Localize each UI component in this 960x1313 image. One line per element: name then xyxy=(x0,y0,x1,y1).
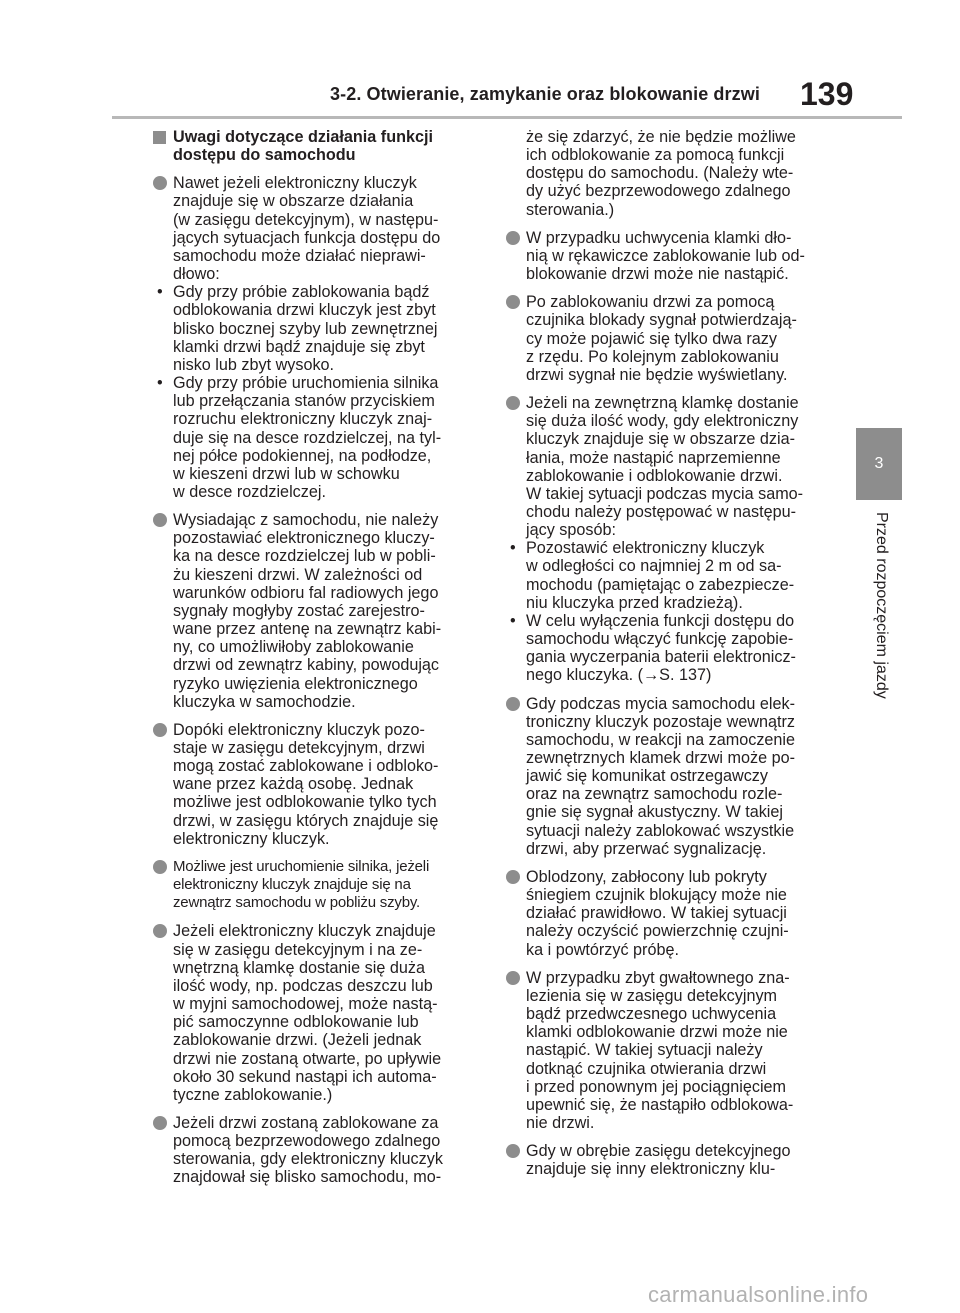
text-line: ilość wody, np. podczas deszczu lub xyxy=(173,976,433,995)
text-line: jący sposób: xyxy=(526,521,616,540)
text-line: klamki drzwi bądź znajduje się zbyt xyxy=(173,337,425,356)
text-line: znajduje się inny elektroniczny klu- xyxy=(526,1160,776,1179)
text-line: zablokowanie drzwi. (Jeżeli jednak xyxy=(173,1031,422,1050)
circle-bullet-icon xyxy=(153,723,167,737)
text-line: staje w zasięgu detekcyjnym, drzwi xyxy=(173,739,425,757)
circle-bullet-icon xyxy=(153,860,167,874)
circle-bullet-icon xyxy=(506,231,520,245)
text-line: łania, może nastąpić naprzemienne xyxy=(526,448,781,467)
text-line: znajdował się blisko samochodu, mo- xyxy=(173,1168,442,1187)
text-line: dostępu do samochodu. (Należy wte- xyxy=(526,164,794,183)
text-line: troniczny kluczyk pozostaje wewnątrz xyxy=(526,712,795,731)
paragraph xyxy=(153,858,477,912)
circle-bullet-icon xyxy=(506,1144,520,1158)
text-line: W przypadku uchwycenia klamki dło- xyxy=(526,228,792,247)
text-line: • Gdy przy próbie uruchomienia silnika xyxy=(173,374,439,393)
text-line: nie drzwi. xyxy=(526,1113,595,1132)
text-line: ny, co umożliwiłoby zablokowanie xyxy=(173,638,414,657)
text-line: możliwe jest odblokowanie tylko tych xyxy=(173,793,437,812)
text-line: czujnika blokady sygnał potwierdzają- xyxy=(526,311,797,330)
text-line: ka i powtórzyć próbę. xyxy=(526,940,679,959)
paragraph xyxy=(506,394,830,685)
text-line: blisko bocznej szyby lub zewnętrznej xyxy=(173,319,438,338)
circle-bullet-icon xyxy=(506,396,520,410)
text-line: elektroniczny kluczyk znajduje się na xyxy=(173,876,411,894)
paragraph xyxy=(506,695,830,858)
circle-bullet-icon xyxy=(153,1116,167,1130)
text-line: drzwi, w zasięgu których znajduje się xyxy=(173,811,439,830)
text-line: • W celu wyłączenia funkcji dostępu do xyxy=(526,611,795,630)
text-line: W przypadku zbyt gwałtownego zna- xyxy=(526,968,790,987)
text-line: że się zdarzyć, że nie będzie możliwe xyxy=(526,128,796,146)
text-line: nisko lub zbyt wysoko. xyxy=(173,355,335,374)
text-line: wnętrzną klamkę dostanie się duża xyxy=(173,958,425,977)
paragraph xyxy=(506,1142,830,1178)
text-line: ich odblokowanie za pomocą funkcji xyxy=(526,146,785,165)
text-line: gania wyczerpania baterii elektronicz- xyxy=(526,648,796,667)
text-line: Gdy w obrębie zasięgu detekcyjnego xyxy=(526,1142,791,1161)
text-line: jawić się komunikat ostrzegawczy xyxy=(526,767,768,786)
text-line: Możliwe jest uruchomienie silnika, jeżeli xyxy=(173,857,430,875)
text-line: w odległości co najmniej 2 m od sa- xyxy=(526,557,782,576)
text-line: tyczne zablokowanie.) xyxy=(173,1085,333,1104)
paragraph xyxy=(153,922,477,1104)
chapter-section-label: Przed rozpoczęciem jazdy xyxy=(873,512,890,699)
page-reference-line[interactable]: nego kluczyka. (→S. 137) xyxy=(526,666,712,685)
text-line: zewnętrznych klamek drzwi może po- xyxy=(526,749,795,767)
text-line: bądź przedwczesnego uchwycenia xyxy=(526,1005,777,1024)
text-line: z rzędu. Po kolejnym zablokowaniu xyxy=(526,347,779,366)
circle-bullet-icon xyxy=(153,924,167,938)
text-line: w desce rozdzielczej. xyxy=(173,482,326,501)
text-line: niu kluczyka przed kradzieżą). xyxy=(526,593,743,612)
paragraph xyxy=(506,293,830,384)
text-line: (w zasięgu detekcyjnym), w następu- xyxy=(173,210,439,229)
text-line: Wysiadając z samochodu, nie należy xyxy=(173,511,439,530)
paragraph-continued xyxy=(506,128,830,219)
text-line: kluczyka w samochodzie. xyxy=(173,692,356,711)
text-line: Dopóki elektroniczny kluczyk pozo- xyxy=(173,720,425,739)
text-line: klamki odblokowanie drzwi może nie xyxy=(526,1023,788,1042)
text-line: kluczyk znajduje się w obszarze dzia- xyxy=(526,430,796,449)
text-line: samochodu może działać nieprawi- xyxy=(173,246,426,265)
text-line: Po zablokowaniu drzwi za pomocą xyxy=(526,293,775,312)
text-line: lezienia się w zasięgu detekcyjnym xyxy=(526,986,778,1005)
text-line: około 30 sekund nastąpi ich automa- xyxy=(173,1067,437,1086)
text-line: drzwi, aby przerwać sygnalizację. xyxy=(526,839,767,858)
paragraph xyxy=(153,721,477,848)
text-line: i przed ponownym jej pociągnięciem xyxy=(526,1077,787,1096)
text-line: upewnić się, że nastąpiło odblokowa- xyxy=(526,1095,794,1114)
text-line: warunków odbioru fal radiowych jego xyxy=(173,583,439,602)
text-line: cy może pojawić się tylko dwa razy xyxy=(526,329,777,348)
watermark: carmanualsonline.info xyxy=(648,1282,869,1307)
text-line: drzwi nie zostaną otwarte, po upływie xyxy=(173,1049,442,1068)
paragraph xyxy=(506,229,830,283)
text-line: w kieszeni drzwi lub w schowku xyxy=(173,464,400,483)
text-line: samochodu, w reakcji na zamoczenie xyxy=(526,730,796,749)
text-line: samochodu włączyć funkcję zapobie- xyxy=(526,630,794,649)
square-bullet-icon xyxy=(153,131,166,144)
list-item xyxy=(506,612,830,685)
text-line: sygnały mogłyby zostać zarejestro- xyxy=(173,601,425,620)
bullet-list xyxy=(506,539,830,684)
text-line: sytuacji należy zablokować wszystkie xyxy=(526,821,795,840)
text-line: się duża ilość wody, gdy elektroniczny xyxy=(526,412,799,431)
header-rule xyxy=(112,116,902,119)
heading-line: Uwagi dotyczące działania funkcji xyxy=(173,128,433,146)
text-line: pozostawiać elektronicznego kluczy- xyxy=(173,529,435,548)
paragraph xyxy=(153,174,477,501)
running-header-title: 3-2. Otwieranie, zamykanie oraz blokowanie drzwi xyxy=(330,84,760,104)
text-line: mochodu (pamiętając o zabezpiecze- xyxy=(526,575,795,594)
right-column xyxy=(506,128,830,1188)
text-line: elektroniczny kluczyk. xyxy=(173,829,330,848)
text-line: ryzyko uwięzienia elektronicznego xyxy=(173,674,418,693)
text-line: znajduje się w obszarze działania xyxy=(173,192,414,211)
circle-bullet-icon xyxy=(506,870,520,884)
text-line: sterowania.) xyxy=(526,200,615,219)
text-line: • Pozostawić elektroniczny kluczyk xyxy=(526,539,765,558)
text-line: zablokowanie i odblokowanie drzwi. xyxy=(526,466,783,485)
text-line: blokowanie drzwi może nie nastąpić. xyxy=(526,265,789,284)
text-line: odblokowania drzwi kluczyk jest zbyt xyxy=(173,301,436,320)
circle-bullet-icon xyxy=(153,176,167,190)
text-line: drzwi sygnał nie będzie wyświetlany. xyxy=(526,365,788,384)
paragraph xyxy=(506,868,830,959)
text-line: żu kieszeni drzwi. W zależności od xyxy=(173,565,423,584)
text-line: lub przełączania stanów przyciskiem xyxy=(173,392,435,411)
text-line: wane przez antenę na zewnątrz kabi- xyxy=(173,620,442,639)
text-line: chodu należy postępować w następu- xyxy=(526,502,796,521)
text-line: Jeżeli na zewnętrzną klamkę dostanie xyxy=(526,394,799,413)
text-line: W takiej sytuacji podczas mycia samo- xyxy=(526,484,804,503)
list-item xyxy=(153,283,477,374)
paragraph xyxy=(153,1114,477,1187)
text-line: gnie się sygnał akustyczny. W takiej xyxy=(526,803,784,822)
paragraph xyxy=(506,969,830,1132)
text-line: Nawet jeżeli elektroniczny kluczyk xyxy=(173,174,417,193)
text-line: Gdy podczas mycia samochodu elek- xyxy=(526,694,796,713)
circle-bullet-icon xyxy=(506,295,520,309)
chapter-tab: 3 xyxy=(856,428,902,500)
text-line: dłowo: xyxy=(173,265,220,284)
text-line: nastąpić. W takiej sytuacji należy xyxy=(526,1041,763,1060)
text-line: wane przez każdą osobę. Jednak xyxy=(173,775,414,794)
text-line: drzwi od zewnątrz kabiny, powodując xyxy=(173,656,440,675)
heading-line: dostępu do samochodu xyxy=(173,146,356,165)
section-heading xyxy=(153,128,477,164)
text-line: działać prawidłowo. W takiej sytuacji xyxy=(526,904,787,923)
page-number: 139 xyxy=(800,76,854,112)
paragraph xyxy=(153,511,477,711)
text-line: się w zasięgu detekcyjnym i na ze- xyxy=(173,940,423,959)
text-line: nej półce podokiennej, na podłodze, xyxy=(173,446,432,465)
text-line: dotknąć czujnika otwierania drzwi xyxy=(526,1059,767,1078)
text-line: duje się na desce rozdzielczej, na tyl- xyxy=(173,428,442,447)
left-column xyxy=(153,128,477,1197)
text-line: Jeżeli elektroniczny kluczyk znajduje xyxy=(173,922,436,941)
text-line: pomocą bezprzewodowego zdalnego xyxy=(173,1132,441,1151)
text-line: dy użyć bezprzewodowego zdalnego xyxy=(526,182,791,201)
text-line: w myjni samochodowej, może nastą- xyxy=(173,995,438,1014)
text-line: ka na desce rozdzielczej lub w pobli- xyxy=(173,547,436,566)
text-line: Jeżeli drzwi zostaną zablokowane za xyxy=(173,1113,439,1132)
circle-bullet-icon xyxy=(153,513,167,527)
text-line: zewnątrz samochodu w pobliżu szyby. xyxy=(173,894,421,912)
text-line: należy oczyścić powierzchnię czujni- xyxy=(526,922,789,941)
text-line: rozruchu elektroniczny kluczyk znaj- xyxy=(173,410,433,429)
text-line: jących sytuacjach funkcja dostępu do xyxy=(173,228,441,247)
text-line: oraz na zewnątrz samochodu rozle- xyxy=(526,785,783,804)
text-line: sterowania, gdy elektroniczny kluczyk xyxy=(173,1150,443,1169)
text-line: • Gdy przy próbie zablokowania bądź xyxy=(173,283,430,302)
circle-bullet-icon xyxy=(506,697,520,711)
text-line: Oblodzony, zabłocony lub pokryty xyxy=(526,867,767,886)
circle-bullet-icon xyxy=(506,971,520,985)
text-line: mogą zostać zablokowane i odbloko- xyxy=(173,757,439,776)
bullet-list xyxy=(153,283,477,501)
text-line: nią w rękawiczce zablokowanie lub od- xyxy=(526,246,805,265)
list-item xyxy=(506,539,830,612)
text-line: śniegiem czujnik blokujący może nie xyxy=(526,886,787,905)
list-item xyxy=(153,374,477,501)
text-line: pić samoczynne odblokowanie lub xyxy=(173,1013,419,1032)
